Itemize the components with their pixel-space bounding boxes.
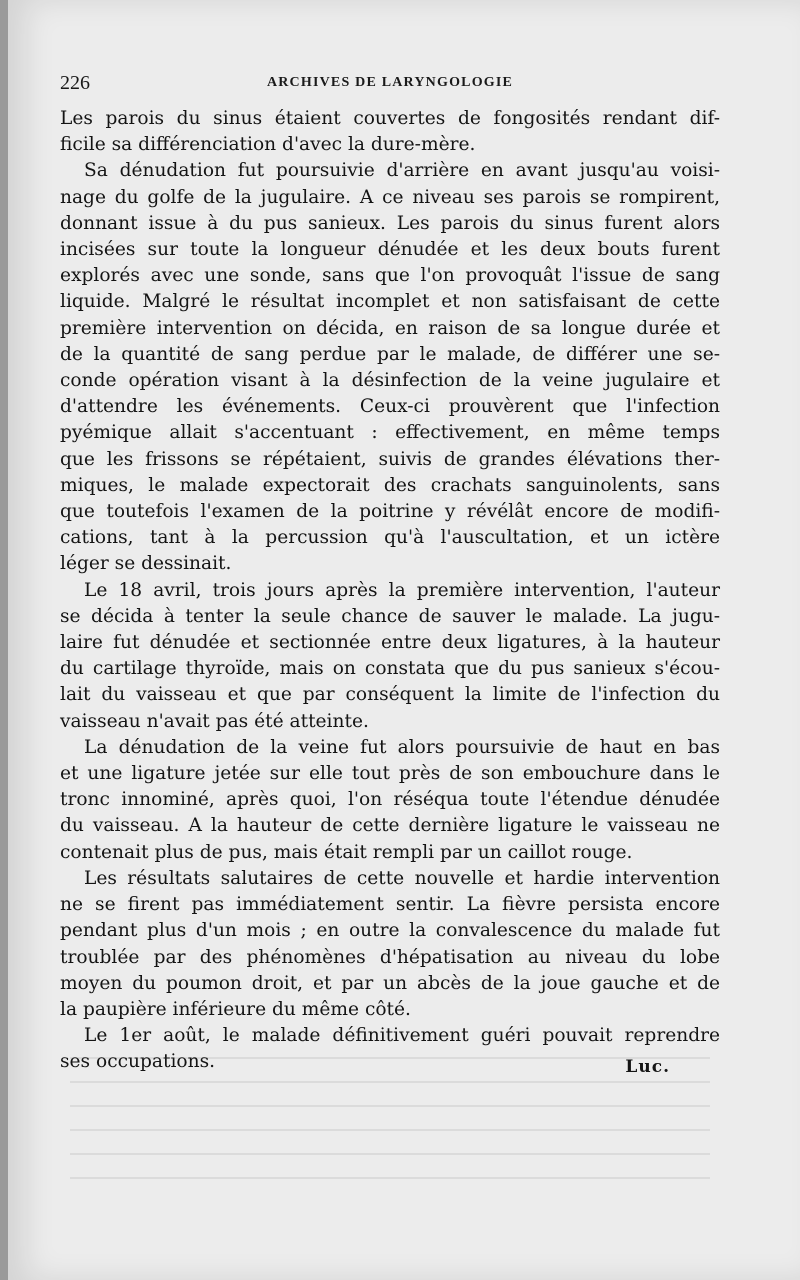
text-line: Le 1er août, le malade définitivement guéri pouvait reprendre [84,1025,720,1047]
text-line: La dénudation de la veine fut alors poursuivie de haut en bas [84,736,720,758]
text-line: miques, le malade expectorait des crachats sanguinolents, sans [60,474,720,496]
text-line: Les parois du sinus étaient couvertes de fongosités rendant dif- [60,108,720,129]
running-head: ARCHIVES DE LARYNGOLOGIE [266,75,514,90]
text-line: explorés avec une sonde, sans que l'on provoquât l'issue de sang [60,265,720,287]
text-line: conde opération visant à la désinfection de la veine jugulaire et [60,370,720,392]
text-line: Sa dénudation fut poursuivie d'arrière en avant jusqu'au voisi- [84,160,720,182]
text-line: contenait plus de pus, mais était rempli par un caillot rouge. [60,841,633,863]
text-line: troublée par des phénomènes d'hépatisation au niveau du lobe [60,946,720,968]
document-page [8,0,800,1280]
text-line: la paupière inférieure du même côté. [60,998,411,1020]
text-line: et une ligature jetée sur elle tout près de son embouchure dans le [60,763,720,785]
text-line: que les frissons se répétaient, suivis de grandes élévations ther- [60,448,720,470]
text-line: du vaisseau. A la hauteur de cette dernière ligature le vaisseau ne [60,815,720,837]
text-line: moyen du poumon droit, et par un abcès de la joue gauche et de [60,972,720,994]
text-line: laire fut dénudée et sectionnée entre deux ligatures, à la hauteur [60,632,720,654]
text-line: cations, tant à la percussion qu'à l'auscultation, et un ictère [60,527,720,549]
text-line: Les résultats salutaires de cette nouvelle et hardie intervention [84,867,720,889]
page-header [60,72,720,94]
text-line: tronc innominé, après quoi, l'on réséqua toute l'étendue dénudée [60,789,720,811]
text-line: première intervention on décida, en raison de sa longue durée et [60,317,720,339]
text-line: vaisseau n'avait pas été atteinte. [60,710,369,732]
text-line: ses occupations. [60,1051,216,1073]
text-line: que toutefois l'examen de la poitrine y révélât encore de modifi- [60,501,720,523]
article-body [60,106,720,1076]
text-line: lait du vaisseau et que par conséquent la limite de l'infection du [60,684,720,706]
text-line: de la quantité de sang perdue par le malade, de différer une se- [60,343,720,365]
text-line: pendant plus d'un mois ; en outre la convalescence du malade fut [60,920,720,942]
text-line: liquide. Malgré le résultat incomplet et non satisfaisant de cette [60,291,720,313]
text-line: du cartilage thyroïde, mais on constata que du pus sanieux s'écou- [60,658,720,680]
text-line: ficile sa différenciation d'avec la dure-mère. [60,134,476,156]
text-line: donnant issue à du pus sanieux. Les parois du sinus furent alors [60,212,720,234]
text-line: nage du golfe de la jugulaire. A ce niveau ses parois se rompirent, [60,186,720,208]
text-line: Le 18 avril, trois jours après la première intervention, l'auteur [84,579,720,601]
text-line: d'attendre les événements. Ceux-ci prouvèrent que l'infection [60,396,720,418]
text-line: se décida à tenter la seule chance de sauver le malade. La jugu- [60,605,720,627]
text-line: pyémique allait s'accentuant : effectivement, en même temps [60,422,720,444]
text-line: léger se dessinait. [60,553,232,575]
page-number: 226 [60,72,90,94]
author-signature: Luc. [625,1057,670,1077]
text-line: incisées sur toute la longueur dénudée et les deux bouts furent [60,239,720,261]
text-line: ne se firent pas immédiatement sentir. La fièvre persista encore [60,894,720,916]
